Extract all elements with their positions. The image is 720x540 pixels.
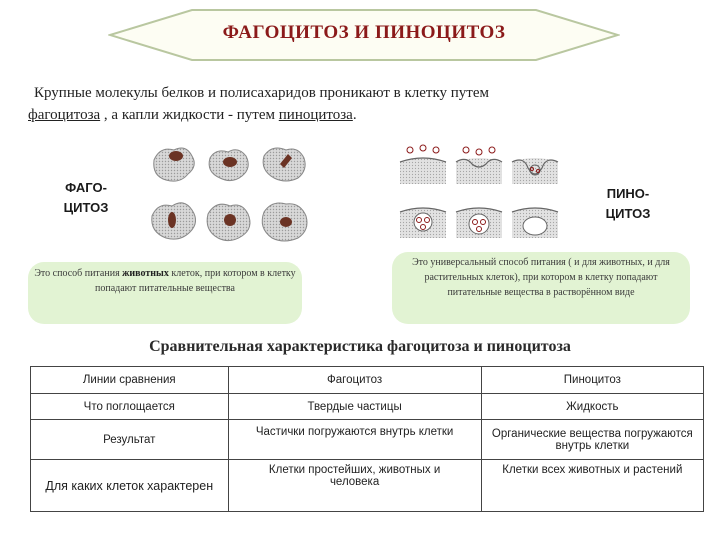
pino-panel-2 bbox=[456, 147, 502, 184]
pino-description bbox=[392, 252, 690, 324]
table-cell: Жидкость bbox=[481, 394, 703, 420]
intro-text-1: Крупные молекулы белков и полисахаридов проникают в клетку путем bbox=[34, 85, 490, 101]
table-row bbox=[31, 394, 704, 420]
pino-panel-3 bbox=[512, 158, 558, 184]
header-pinocytosis: Пиноцитоз bbox=[481, 367, 703, 394]
pino-panel-5 bbox=[456, 208, 502, 238]
table-cell: Органические вещества погружаются внутрь клетки bbox=[481, 420, 703, 460]
pino-panel-4 bbox=[400, 208, 446, 238]
pino-desc-text: Это универсальный способ питания ( и для животных, и для растительных клеток), при котором в клетку попадают питательные вещества в растворённом виде bbox=[412, 257, 670, 298]
table-cell: Частички погружаются внутрь клетки bbox=[228, 420, 481, 460]
pino-panel-1 bbox=[400, 145, 446, 184]
phago-label bbox=[46, 178, 126, 218]
table-cell: Для каких клеток характерен bbox=[31, 460, 229, 512]
phago-cell-2 bbox=[209, 150, 248, 181]
phago-desc-text-2: клеток, при котором в клетку попадают питательные вещества bbox=[95, 268, 296, 294]
term-pinocytosis: пиноцитоза bbox=[278, 107, 353, 123]
table-header-row bbox=[31, 367, 704, 394]
phago-cell-6 bbox=[262, 203, 307, 241]
table-row bbox=[31, 420, 704, 460]
pino-label-line2: ЦИТОЗ bbox=[605, 206, 651, 221]
phago-desc-text-1: Это способ питания bbox=[34, 268, 123, 279]
phago-label-line2: ЦИТОЗ bbox=[63, 200, 109, 215]
intro-paragraph bbox=[28, 82, 688, 126]
phago-cell-5 bbox=[207, 204, 250, 240]
pinocytosis-illustration bbox=[396, 140, 566, 248]
phago-cell-3 bbox=[263, 148, 305, 181]
phago-cell-1 bbox=[154, 148, 195, 181]
header-criteria: Линии сравнения bbox=[31, 367, 229, 394]
phago-cell-4 bbox=[152, 203, 196, 239]
table-cell: Клетки простейших, животных и человека bbox=[228, 460, 481, 512]
pino-label-line1: ПИНО- bbox=[606, 186, 650, 201]
comparison-title: Сравнительная характеристика фагоцитоза и пиноцитоза bbox=[149, 338, 571, 355]
pino-panel-6 bbox=[512, 208, 558, 238]
table-cell: Что поглощается bbox=[31, 394, 229, 420]
intro-text-2: , а капли жидкости - путем bbox=[100, 107, 279, 123]
term-phagocytosis: фагоцитоза bbox=[28, 107, 101, 123]
header-phagocytosis: Фагоцитоз bbox=[228, 367, 481, 394]
phagocytosis-illustration bbox=[146, 142, 316, 252]
phago-description bbox=[28, 262, 302, 324]
pino-label bbox=[588, 184, 668, 224]
intro-text-3: . bbox=[352, 107, 357, 123]
table-cell: Результат bbox=[31, 420, 229, 460]
comparison-table bbox=[30, 366, 704, 512]
phago-desc-bold: животных bbox=[122, 268, 169, 279]
table-cell: Клетки всех животных и растений bbox=[481, 460, 703, 512]
table-cell: Твердые частицы bbox=[228, 394, 481, 420]
page-title: ФАГОЦИТОЗ И ПИНОЦИТОЗ bbox=[222, 22, 506, 43]
phago-label-line1: ФАГО- bbox=[65, 180, 107, 195]
table-row bbox=[31, 460, 704, 512]
